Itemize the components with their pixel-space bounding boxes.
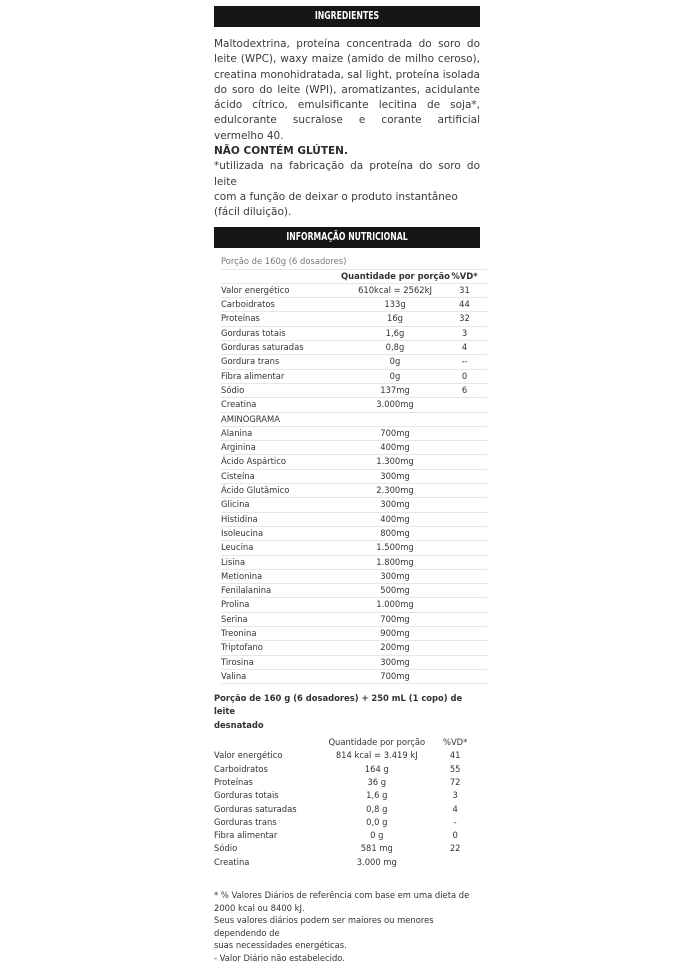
- milk-row: [214, 776, 480, 789]
- nutrient-vd: 3: [461, 327, 468, 338]
- milk-nutrient-vd: -: [453, 816, 457, 827]
- col-vd: %VD*: [451, 270, 478, 281]
- milk-nutrient-vd: 55: [449, 763, 461, 774]
- milk-nutrient-qty: 164 g: [364, 763, 389, 774]
- milk-nutrient-name: Carboidratos: [214, 763, 268, 774]
- ingredients-note-line: *utilizada na fabricação da proteína do soro do leite: [214, 160, 480, 188]
- nutrient-vd: [449, 498, 480, 511]
- nutrient-name: Cisteína: [221, 470, 255, 481]
- milk-nutrient-qty: 0 g: [370, 830, 384, 841]
- nutrient-name: Leucina: [221, 542, 254, 553]
- nutrient-qty: 700mg: [380, 613, 410, 624]
- nutrition-row: [221, 598, 487, 612]
- milk-row: [214, 856, 480, 869]
- nutrient-name: Gorduras totais: [221, 327, 286, 338]
- milk-nutrient-qty: 36 g: [367, 776, 387, 787]
- nutrient-name: Isoleucina: [221, 527, 264, 538]
- nutrition-row: [221, 284, 487, 298]
- nutrient-name: Gorduras saturadas: [221, 342, 304, 353]
- ingredients-header: INGREDIENTES: [238, 6, 456, 27]
- nutrient-name: Arginina: [221, 442, 256, 453]
- nutrient-vd: [449, 484, 480, 497]
- milk-row: [214, 816, 480, 829]
- nutrition-row: [221, 455, 487, 469]
- nutrition-row: [221, 498, 487, 512]
- nutrition-row: [221, 370, 487, 384]
- nutrient-qty: 200mg: [380, 642, 410, 653]
- nutrition-row: [221, 627, 487, 641]
- nutrient-qty: 16g: [387, 313, 403, 324]
- nutrient-qty: 800mg: [380, 527, 410, 538]
- nutrition-row: [221, 327, 487, 341]
- ingredients-note-line: (fácil diluição).: [214, 206, 292, 219]
- nutrient-name: Valor energético: [221, 284, 290, 295]
- nutrient-vd: [449, 398, 480, 411]
- milk-nutrient-vd: 41: [449, 750, 461, 761]
- nutrient-vd: [449, 570, 480, 583]
- milk-nutrient-vd: 22: [449, 843, 461, 854]
- nutrition-row: [221, 470, 487, 484]
- nutrient-vd: [449, 627, 480, 640]
- nutrition-row: [221, 513, 487, 527]
- nutrition-row: [221, 341, 487, 355]
- portion-label: Porção de 160g (6 dosadores): [221, 255, 347, 266]
- nutrient-name: Lisina: [221, 556, 246, 567]
- milk-nutrient-vd: 3: [452, 790, 458, 801]
- nutrient-qty: 300mg: [380, 570, 410, 581]
- footnote-line: - Valor Diário não estabelecido.: [214, 953, 345, 963]
- nutrient-name: Valina: [221, 670, 247, 681]
- nutrient-name: Treonina: [221, 627, 257, 638]
- nutrient-name: Ácido Glutâmico: [221, 485, 290, 496]
- milk-row: [214, 749, 480, 762]
- milk-row: [214, 789, 480, 802]
- milk-title-line: desnatado: [214, 719, 264, 730]
- milk-header-row: [214, 736, 480, 749]
- nutrient-vd: --: [461, 356, 468, 367]
- milk-nutrient-qty: 1,6 g: [366, 790, 388, 801]
- nutrition-row: [221, 584, 487, 598]
- milk-nutrient-name: Gorduras saturadas: [214, 803, 297, 814]
- nutrient-qty: 1.300mg: [376, 456, 414, 467]
- nutrient-vd: [449, 613, 480, 626]
- nutrient-vd: [449, 413, 480, 426]
- nutrient-name: Histidina: [221, 513, 258, 524]
- nutrient-vd: [449, 527, 480, 540]
- nutrient-name: Creatina: [221, 399, 257, 410]
- nutrient-qty: 0g: [389, 356, 401, 367]
- nutrient-vd: [449, 427, 480, 440]
- nutrient-name: Ácido Aspártico: [221, 456, 286, 467]
- nutrition-row: [221, 384, 487, 398]
- milk-nutrient-name: Fibra alimentar: [214, 830, 278, 841]
- nutrient-name: Carboidratos: [221, 299, 275, 310]
- nutrient-vd: [449, 441, 480, 454]
- nutrition-row: [221, 541, 487, 555]
- milk-nutrient-name: Gorduras totais: [214, 790, 279, 801]
- nutrition-row: [221, 570, 487, 584]
- nutrition-header-row: [221, 270, 487, 284]
- milk-table: [214, 692, 480, 869]
- milk-nutrient-vd: 0: [452, 830, 458, 841]
- nutrient-qty: 400mg: [380, 513, 410, 524]
- nutrition-row: [221, 441, 487, 455]
- footnote-line: Seus valores diários podem ser maiores ou menores: [214, 915, 434, 926]
- nutrient-name: Triptofano: [221, 642, 263, 653]
- milk-nutrient-qty: 3.000 mg: [356, 856, 397, 867]
- nutrient-name: Sódio: [221, 384, 245, 395]
- portion-row: [221, 253, 487, 270]
- nutrition-header: INFORMAÇÃO NUTRICIONAL: [238, 227, 456, 248]
- milk-nutrient-name: Gorduras trans: [214, 816, 277, 827]
- nutrient-vd: [449, 670, 480, 683]
- nutrient-qty: 300mg: [380, 470, 410, 481]
- gluten-warning: NÃO CONTÉM GLÚTEN.: [214, 145, 348, 158]
- milk-nutrient-qty: 0,0 g: [366, 816, 388, 827]
- ingredients-note: [214, 159, 480, 220]
- nutrient-qty: 900mg: [380, 627, 410, 638]
- nutrition-row: [221, 556, 487, 570]
- nutrition-row: [221, 641, 487, 655]
- nutrition-row: [221, 527, 487, 541]
- milk-nutrient-name: Creatina: [214, 856, 250, 867]
- nutrition-row: [221, 312, 487, 326]
- footnote-line: dependendo de: [214, 927, 280, 938]
- nutrient-qty: 137mg: [380, 384, 410, 395]
- nutrient-name: Tirosina: [221, 656, 254, 667]
- nutrient-vd: 44: [459, 299, 470, 310]
- product-info: [214, 6, 480, 965]
- nutrient-name: Fibra alimentar: [221, 370, 285, 381]
- nutrient-qty: 0g: [389, 370, 401, 381]
- ingredients-text: Maltodextrina, proteína concentrada do soro do leite (WPC), waxy maize (amido de milho ceroso), creatina monohidratada, sal light, proteína isolada do soro do leite (WPI), aromatizantes, acidulante ácido cítrico, emulsificante lecitina de soja*, edulcorante sucralose e corante artificial vermelho 40.: [214, 38, 480, 142]
- milk-row: [214, 763, 480, 776]
- milk-col-quantity: Quantidade por porção: [328, 737, 426, 748]
- col-quantity: Quantidade por porção: [341, 270, 450, 281]
- nutrition-row: [221, 656, 487, 670]
- nutrient-name: Prolina: [221, 599, 250, 610]
- footnote-line: * % Valores Diários de referência com base em uma dieta de: [214, 890, 470, 901]
- footnote-line: 2000 kcal ou 8400 kJ.: [214, 902, 305, 913]
- nutrition-row: [221, 484, 487, 498]
- nutrient-qty: 300mg: [380, 499, 410, 510]
- milk-nutrient-vd: 4: [452, 803, 458, 814]
- nutrient-qty: 2.300mg: [376, 485, 414, 496]
- nutrition-row: [221, 670, 487, 684]
- nutrition-row: [221, 413, 487, 427]
- nutrition-row: [221, 398, 487, 412]
- milk-nutrient-name: Proteínas: [214, 776, 253, 787]
- nutrient-vd: 32: [459, 313, 470, 324]
- milk-nutrient-qty: 814 kcal = 3.419 kJ: [335, 750, 418, 761]
- nutrient-qty: 1.500mg: [376, 542, 414, 553]
- nutrient-qty: 300mg: [380, 656, 410, 667]
- nutrient-vd: [449, 513, 480, 526]
- milk-nutrient-vd: 72: [449, 776, 461, 787]
- nutrient-vd: 4: [461, 342, 468, 353]
- nutrient-vd: [449, 541, 480, 554]
- nutrition-header-bar: [214, 227, 480, 248]
- nutrient-qty: 400mg: [380, 442, 410, 453]
- nutrient-vd: [449, 470, 480, 483]
- nutrient-qty: 133g: [384, 299, 406, 310]
- nutrition-row: [221, 355, 487, 369]
- nutrient-qty: 610kcal = 2562kJ: [358, 284, 432, 295]
- nutrition-table: [221, 253, 487, 685]
- nutrient-name: Proteínas: [221, 313, 260, 324]
- nutrient-name: Fenilalanina: [221, 585, 272, 596]
- nutrient-vd: [449, 598, 480, 611]
- nutrient-qty: 1.800mg: [376, 556, 414, 567]
- milk-nutrient-qty: 581 mg: [360, 843, 393, 854]
- milk-nutrient-vd: [430, 856, 480, 869]
- nutrient-vd: [449, 641, 480, 654]
- milk-nutrient-qty: 0,8 g: [366, 803, 388, 814]
- nutrient-vd: [449, 556, 480, 569]
- nutrient-vd: [449, 584, 480, 597]
- nutrient-name: Alanina: [221, 427, 253, 438]
- nutrient-name: Glicina: [221, 499, 250, 510]
- ingredients-note-line: com a função de deixar o produto instantâneo: [214, 190, 458, 203]
- nutrient-qty: 1,6g: [385, 327, 405, 338]
- milk-row: [214, 842, 480, 855]
- milk-row: [214, 829, 480, 842]
- nutrient-name: Gordura trans: [221, 356, 280, 367]
- nutrient-qty: 1.000mg: [376, 599, 414, 610]
- nutrition-row: [221, 613, 487, 627]
- nutrient-vd: 0: [461, 370, 468, 381]
- footnote: [214, 889, 480, 965]
- nutrient-qty: 0,8g: [385, 342, 405, 353]
- nutrient-vd: [449, 455, 480, 468]
- nutrition-row: [221, 427, 487, 441]
- nutrient-qty: 3.000mg: [376, 399, 414, 410]
- milk-nutrient-name: Valor energético: [214, 750, 283, 761]
- nutrition-row: [221, 298, 487, 312]
- milk-title-line: Porção de 160 g (6 dosadores) + 250 mL (1 copo) de leite: [214, 693, 463, 717]
- nutrient-vd: 31: [459, 284, 470, 295]
- ingredients-header-bar: [214, 6, 480, 27]
- nutrient-qty: 700mg: [380, 670, 410, 681]
- milk-nutrient-name: Sódio: [214, 843, 238, 854]
- nutrient-vd: 6: [461, 384, 468, 395]
- nutrient-name: Metionina: [221, 570, 263, 581]
- footnote-line: suas necessidades energéticas.: [214, 940, 347, 951]
- nutrient-name: Serina: [221, 613, 248, 624]
- nutrient-vd: [449, 656, 480, 669]
- nutrient-qty: 500mg: [380, 585, 410, 596]
- nutrient-name: AMINOGRAMA: [221, 413, 280, 424]
- milk-row: [214, 803, 480, 816]
- nutrient-qty: 700mg: [380, 427, 410, 438]
- nutrient-qty: [341, 413, 449, 426]
- milk-col-vd: %VD*: [443, 737, 468, 748]
